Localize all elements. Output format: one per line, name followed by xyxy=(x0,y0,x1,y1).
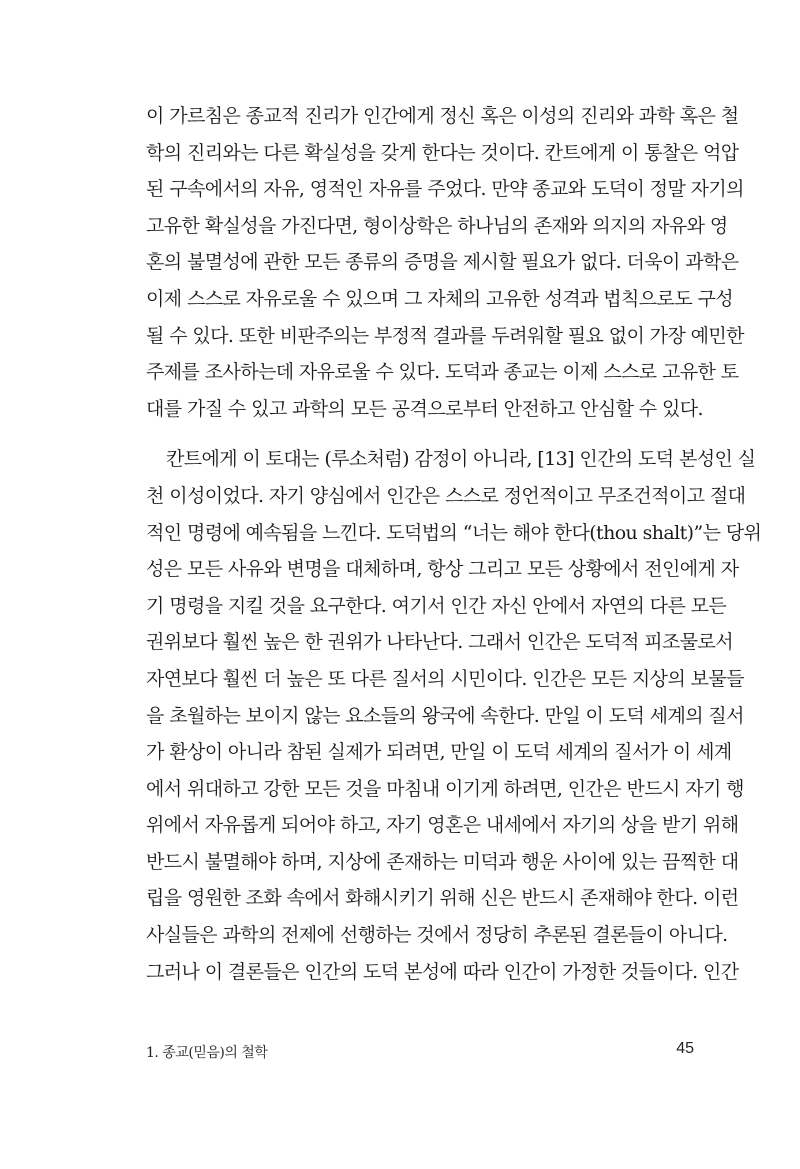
text-line: 립을 영원한 조화 속에서 화해시키기 위해 신은 반드시 존재해야 한다. 이런 xyxy=(146,887,739,910)
paragraph-gap xyxy=(146,427,694,441)
page-number: 45 xyxy=(676,1040,694,1057)
body-text xyxy=(146,98,762,990)
text-line: 이 가르침은 종교적 진리가 인간에게 정신 혹은 이성의 진리와 과학 혹은 철 xyxy=(146,105,739,127)
text-line: 될 수 있다. 또한 비판주의는 부정적 결과를 두려워할 필요 없이 가장 예민한 xyxy=(146,324,744,347)
text-line: 가 환상이 아니라 참된 실제가 되려면, 만일 이 도덕 세계의 질서가 이 세계 xyxy=(146,741,732,764)
text-line: 주제를 조사하는데 자유로울 수 있다. 도덕과 종교는 이제 스스로 고유한 토 xyxy=(146,361,739,384)
text-line: 적인 명령에 예속됨을 느낀다. 도덕법의 “너는 해야 한다(thou shalt)”는 당위 xyxy=(146,521,762,544)
text-line: 사실들은 과학의 전제에 선행하는 것에서 정당히 추론된 결론들이 아니다. xyxy=(146,924,728,947)
text-line: 위에서 자유롭게 되어야 하고, 자기 영혼은 내세에서 자기의 상을 받기 위해 xyxy=(146,814,739,837)
text-line: 성은 모든 사유와 변명을 대체하며, 항상 그리고 모든 상황에서 전인에게 자 xyxy=(146,558,739,581)
paragraph-1 xyxy=(146,98,744,427)
text-line: 반드시 불멸해야 하며, 지상에 존재하는 미덕과 행운 사이에 있는 끔찍한 대 xyxy=(146,850,739,873)
text-line: 기 명령을 지킬 것을 요구한다. 여기서 인간 자신 안에서 자연의 다른 모든 xyxy=(146,594,727,617)
text-line: 자연보다 훨씬 더 높은 또 다른 질서의 시민이다. 인간은 모든 지상의 보물들 xyxy=(146,667,744,690)
footer-chapter-title: 1. 종교(믿음)의 철학 xyxy=(146,1045,268,1061)
text-line: 혼의 불멸성에 관한 모든 종류의 증명을 제시할 필요가 없다. 더욱이 과학은 xyxy=(146,251,739,274)
paragraph-2 xyxy=(146,441,762,990)
text-line: 권위보다 훨씬 높은 한 권위가 나타난다. 그래서 인간은 도덕적 피조물로서 xyxy=(146,631,734,654)
text-line: 을 초월하는 보이지 않는 요소들의 왕국에 속한다. 만일 이 도덕 세계의 질서 xyxy=(146,704,744,727)
text-line: 대를 가질 수 있고 과학의 모든 공격으로부터 안전하고 안심할 수 있다. xyxy=(146,397,703,420)
text-line: 칸트에게 이 토대는 (루소처럼) 감정이 아니라, [13] 인간의 도덕 본성인 실 xyxy=(166,448,756,471)
text-line: 에서 위대하고 강한 모든 것을 마침내 이기게 하려면, 인간은 반드시 자기 행 xyxy=(146,777,744,800)
text-line: 천 이성이었다. 자기 양심에서 인간은 스스로 정언적이고 무조건적이고 절대 xyxy=(146,484,746,507)
text-line: 된 구속에서의 자유, 영적인 자유를 주었다. 만약 종교와 도덕이 정말 자기의 xyxy=(146,178,744,201)
text-line: 고유한 확실성을 가진다면, 형이상학은 하나님의 존재와 의지의 자유와 영 xyxy=(146,214,728,237)
text-line: 이제 스스로 자유로울 수 있으며 그 자체의 고유한 성격과 법칙으로도 구성 xyxy=(146,287,734,310)
text-line: 그러나 이 결론들은 인간의 도덕 본성에 따라 인간이 가정한 것들이다. 인간 xyxy=(146,960,739,983)
text-line: 학의 진리와는 다른 확실성을 갖게 한다는 것이다. 칸트에게 이 통찰은 억압 xyxy=(146,141,739,164)
